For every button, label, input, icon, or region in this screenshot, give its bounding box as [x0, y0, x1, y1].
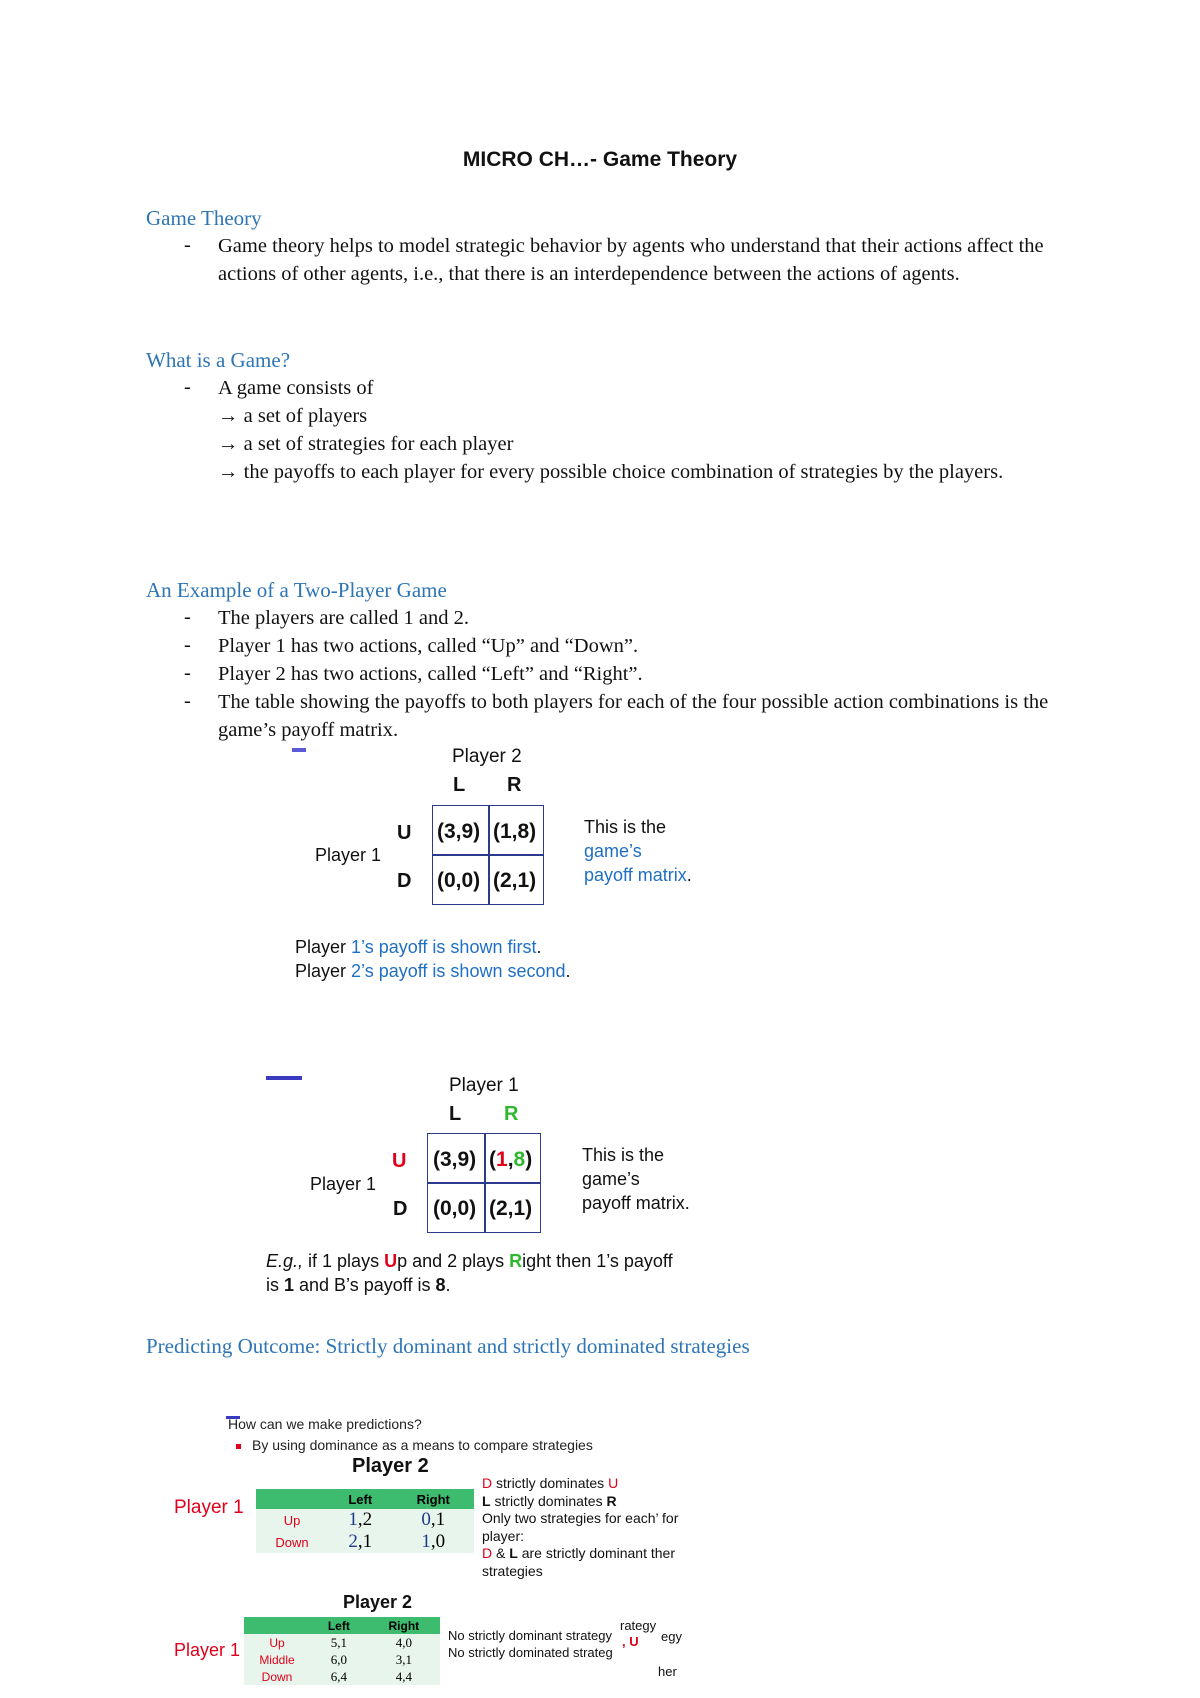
- fig1-row-U: U: [397, 822, 412, 844]
- fig1-foot2-text: 2’s payoff is shown second: [351, 961, 566, 981]
- fig3-cell-down-right: [393, 1531, 474, 1553]
- fig2-note: [582, 1143, 690, 1215]
- fig3-header-right: Right: [393, 1489, 474, 1509]
- fig2-eg-lead: E.g.,: [266, 1251, 304, 1271]
- fig3-note5-b: &: [492, 1545, 510, 1561]
- fig1-footnote: [295, 935, 571, 983]
- fig2-eg-text2: p and 2 plays: [397, 1251, 510, 1271]
- example-bullet-player2: Player 2 has two actions, called “Left” and “Right”.: [218, 663, 643, 685]
- fig3-note2-a: L: [482, 1492, 491, 1509]
- fig1-note: [584, 815, 692, 887]
- example-bullet-payoff-matrix: The table showing the payoffs to both players for each of the four possible action combinations is the game’s payoff matrix.: [218, 691, 1049, 741]
- fig3-row-label-down: Down: [256, 1531, 328, 1553]
- fig2-eg-text5: and B’s payoff is: [294, 1275, 436, 1295]
- fig3-cell-up-right: [393, 1509, 474, 1531]
- fig2-eg-dot: .: [445, 1275, 451, 1295]
- fig1-note-dot: .: [686, 865, 692, 885]
- example-bullet-players: The players are called 1 and 2.: [218, 607, 470, 629]
- fig2-player-side-label: Player 1: [310, 1174, 377, 1194]
- fig3-note3: Only two strategies for each: [482, 1510, 656, 1526]
- fig1-col-R: R: [507, 774, 522, 796]
- fig3-cell-down-right-p1: 1: [421, 1531, 431, 1552]
- fig2-player-top-label: Player 1: [449, 1075, 519, 1096]
- fig1-foot1-dot: .: [536, 937, 542, 957]
- fig4-cell-middle-left: 6,0: [310, 1651, 368, 1668]
- fig4-payoff-table: [244, 1617, 440, 1685]
- fig3-cell-down-left-p1: 2: [348, 1531, 358, 1552]
- fig4-cell-down-left: 6,4: [310, 1668, 368, 1685]
- fig1-foot2-dot: .: [565, 961, 571, 981]
- bullet-dash: -: [184, 634, 191, 656]
- fig2-matrix-hline: [427, 1182, 541, 1184]
- fig3-note5-d: are strictly dominant: [517, 1545, 647, 1561]
- fig3-note2-c: R: [606, 1492, 617, 1509]
- fig3-note1-c: U: [608, 1475, 619, 1491]
- fig4-row-label-middle: Middle: [244, 1651, 310, 1668]
- fig2-note-line2: game’s: [582, 1169, 640, 1189]
- section-heading-game-theory: Game Theory: [146, 206, 262, 230]
- fig2-cell-UR: [489, 1148, 532, 1172]
- fig2-note-line3: payoff matrix.: [582, 1193, 690, 1213]
- fig3-cell-up-left-p2: ,2: [357, 1509, 373, 1530]
- fig1-player1-label: Player 1: [315, 845, 382, 865]
- fig4-row-label-down: Down: [244, 1668, 310, 1685]
- bullet-dash: -: [184, 690, 191, 712]
- fig2-eg-text4: is: [266, 1275, 284, 1295]
- fig3-cell-up-left-p1: 1: [348, 1509, 358, 1530]
- fig4-note2: No strictly dominated strateg: [448, 1645, 613, 1660]
- fig2-cell-UR-close: ): [525, 1148, 533, 1171]
- fig3-header-left: Left: [328, 1489, 393, 1509]
- fig4-cell-down-right: 4,4: [368, 1668, 440, 1685]
- fig2-cell-DL: (0,0): [433, 1197, 477, 1220]
- section-heading-predicting-outcome: Predicting Outcome: Strictly dominant and strictly dominated strategies: [146, 1334, 750, 1358]
- fig1-player2-label: Player 2: [452, 746, 522, 767]
- fig2-row-D: D: [393, 1198, 408, 1220]
- game-element-players: → a set of players: [218, 405, 368, 427]
- fig2-eg-text1: if 1 plays: [303, 1251, 385, 1271]
- fig2-eg-U: U: [384, 1251, 398, 1271]
- fig3-cell-down-left-p2: ,1: [357, 1531, 373, 1552]
- fig2-eg-val2: 8: [435, 1275, 446, 1295]
- bullet-dash: -: [184, 376, 191, 398]
- fig4-fragment-her: her: [658, 1664, 677, 1679]
- fig3-cell-up-left: [328, 1509, 393, 1531]
- fig1-foot1-prefix: Player: [295, 937, 352, 957]
- fig2-example-text: [266, 1249, 736, 1297]
- fig3-note4: player:: [482, 1527, 525, 1544]
- fig1-note-line1: This is the: [584, 817, 667, 837]
- fig1-note-line3: payoff matrix: [584, 865, 687, 885]
- fig3-bullet: By using dominance as a means to compare strategies: [252, 1437, 593, 1453]
- fig3-notes: [482, 1475, 712, 1580]
- fig3-note5-c: L: [509, 1545, 518, 1561]
- fig4-fragment-u: , U: [622, 1634, 639, 1649]
- fig3-note1-a: D: [482, 1475, 493, 1491]
- fig2-eg-val1: 1: [284, 1275, 295, 1295]
- fig4-player1-label: Player 1: [174, 1640, 241, 1660]
- fig1-row-D: D: [397, 870, 412, 892]
- game-theory-definition: Game theory helps to model strategic behavior by agents who understand that their actions affect the actions of other agents, i.e., that there is an interdependence between the actions of agents.: [218, 235, 1044, 285]
- fig3-player2-label: Player 2: [352, 1455, 429, 1477]
- fig3-cell-down-right-p2: ,0: [430, 1531, 446, 1552]
- fig1-cell-DL: (0,0): [437, 869, 481, 892]
- fig3-player1-label: Player 1: [174, 1497, 244, 1518]
- fig4-fragment-rategy: rategy: [620, 1618, 657, 1633]
- fig4-player2-label: Player 2: [343, 1592, 413, 1612]
- game-consists-of: A game consists of: [218, 377, 374, 399]
- fig2-col-R: R: [504, 1103, 519, 1125]
- fig1-cell-DR: (2,1): [493, 869, 537, 892]
- fig2-cell-UR-comma: ,: [507, 1148, 514, 1171]
- fig4-fragment-egy: egy: [661, 1629, 682, 1644]
- fig4-header-blank: [244, 1617, 310, 1634]
- fig2-cell-UL: (3,9): [433, 1148, 477, 1171]
- fig2-cell-UR-open: (: [489, 1148, 496, 1171]
- fig1-foot1-text: 1’s payoff is shown first: [351, 937, 537, 957]
- fig2-eg-text3: ight then 1’s payoff: [522, 1251, 673, 1271]
- fig3-cell-up-right-p2: ,1: [430, 1509, 446, 1530]
- fig3-cell-down-left: [328, 1531, 393, 1553]
- fig4-note1: No strictly dominant strategy: [448, 1628, 613, 1643]
- fig1-cell-UL: (3,9): [437, 820, 481, 843]
- section-heading-what-is-a-game: What is a Game?: [146, 348, 291, 372]
- fig1-foot2-prefix: Player: [295, 961, 352, 981]
- game-element-payoffs: → the payoffs to each player for every possible choice combination of strategies by the players.: [218, 461, 1004, 483]
- fig4-row-label-up: Up: [244, 1634, 310, 1651]
- fig2-cell-UR-p2: 8: [513, 1148, 526, 1171]
- slide-bullet-mark: [292, 748, 306, 752]
- fig3-note5-tail: ther: [650, 1545, 675, 1561]
- fig1-note-line2: game’s: [584, 841, 642, 861]
- example-bullet-player1: Player 1 has two actions, called “Up” and “Down”.: [218, 635, 639, 657]
- section-heading-two-player-example: An Example of a Two-Player Game: [146, 578, 447, 602]
- fig4-header-right: Right: [368, 1617, 440, 1634]
- bullet-dash: -: [184, 662, 191, 684]
- fig1-cell-UR: (1,8): [493, 820, 537, 843]
- fig3-cell-up-right-p1: 0: [421, 1509, 431, 1530]
- fig2-cell-DR: (2,1): [489, 1197, 533, 1220]
- fig3-payoff-table: [256, 1489, 474, 1553]
- fig3-bullet-square: [236, 1444, 241, 1449]
- fig2-cell-UR-p1: 1: [496, 1148, 508, 1171]
- fig3-question: How can we make predictions?: [228, 1416, 422, 1432]
- fig4-cell-up-left: 5,1: [310, 1634, 368, 1651]
- fig3-note5-a: D: [482, 1545, 493, 1561]
- page-title: MICRO CH…- Game Theory: [462, 148, 738, 171]
- fig2-eg-R: R: [509, 1251, 523, 1271]
- fig4-header-left: Left: [310, 1617, 368, 1634]
- fig4-cell-middle-right: 3,1: [368, 1651, 440, 1668]
- fig3-note1-b: strictly dominates: [492, 1475, 609, 1491]
- bullet-dash: -: [184, 234, 191, 256]
- fig4-cell-up-right: 4,0: [368, 1634, 440, 1651]
- slide-bullet-mark: [266, 1076, 302, 1080]
- fig3-note6: strategies: [482, 1562, 543, 1579]
- bullet-dash: -: [184, 606, 191, 628]
- fig1-col-L: L: [453, 774, 466, 796]
- fig3-note2-b: strictly dominates: [490, 1492, 607, 1509]
- fig2-col-L: L: [449, 1103, 462, 1125]
- fig3-note3-tail: ’ for: [655, 1510, 679, 1526]
- fig3-row-label-up: Up: [256, 1509, 328, 1531]
- fig2-note-line1: This is the: [582, 1145, 665, 1165]
- fig1-matrix-hline: [432, 854, 544, 856]
- fig2-row-U: U: [392, 1150, 407, 1172]
- fig3-header-blank: [256, 1489, 328, 1509]
- game-element-strategies: → a set of strategies for each player: [218, 433, 514, 455]
